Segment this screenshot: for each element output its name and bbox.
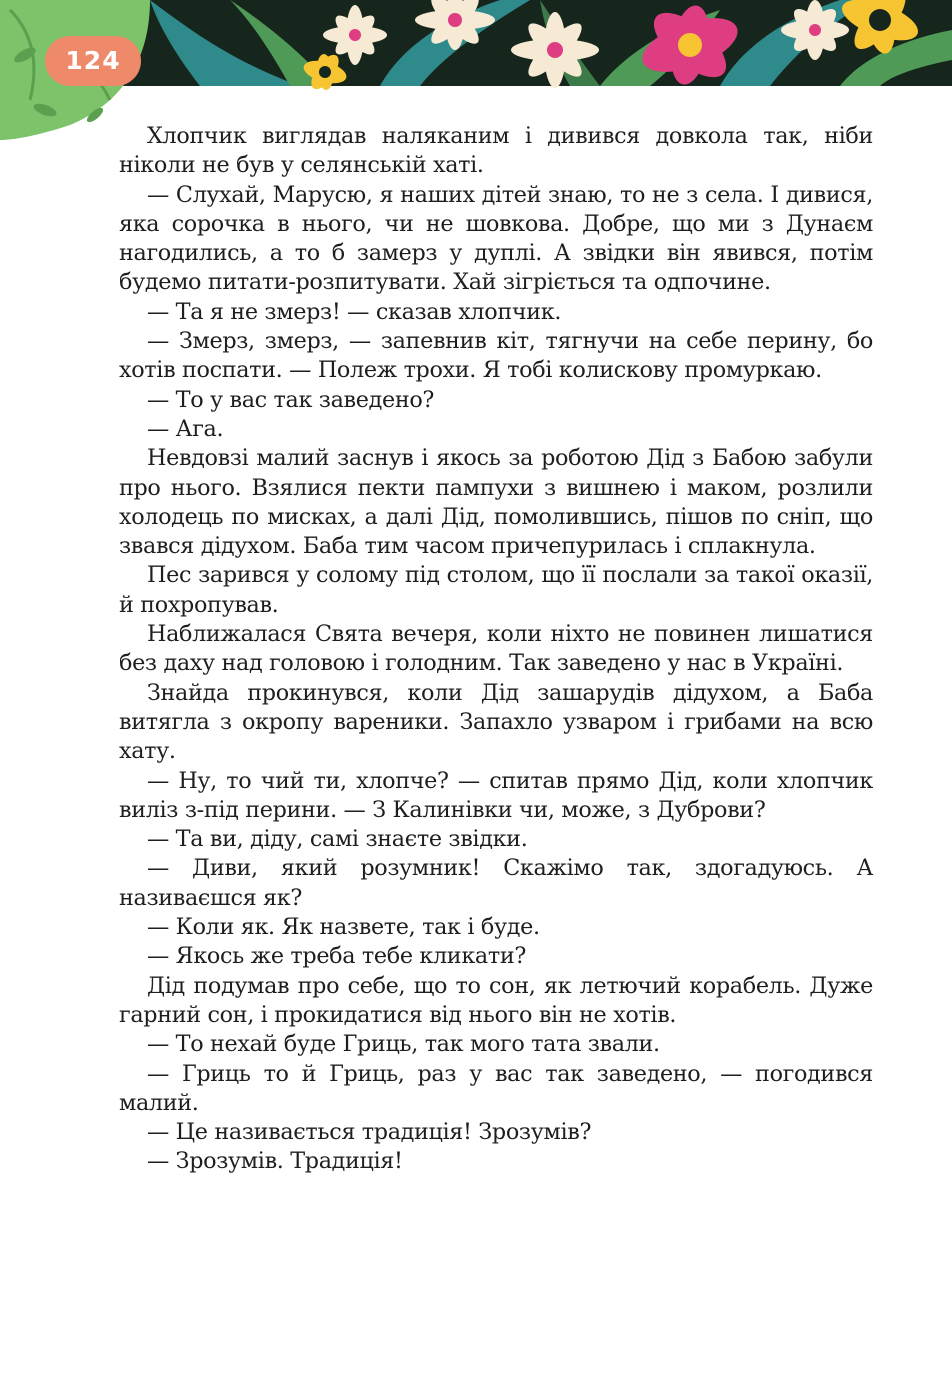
paragraph: — Це називається традиція! Зрозумів? bbox=[147, 1119, 592, 1146]
paragraph: — Та ви, діду, самі знаєте звідки. bbox=[147, 826, 528, 853]
paragraph: — То у вас так заведено? bbox=[147, 386, 435, 413]
paragraph: — Гриць то й Гриць, раз у вас так заведено, — погодився малий. bbox=[119, 1060, 873, 1116]
paragraph: — Диви, який розумник! Скажімо так, здогадуюсь. А називаєшся як? bbox=[119, 855, 873, 911]
paragraph: — Коли як. Як назвете, так і буде. bbox=[147, 914, 540, 941]
paragraph: Хлопчик виглядав наляканим і дивився довкола так, ніби ніколи не був у селянській хаті. bbox=[119, 123, 873, 179]
paragraph: — Слухай, Марусю, я наших дітей знаю, то не з села. І дивися, яка сорочка в нього, чи не шовкова. Добре, що ми з Дунаєм нагодились, а то б замерз у дуплі. А звідки він явився, потім будемо питати-розпитувати. Хай зігріється та одпочине. bbox=[119, 181, 873, 296]
paragraph: Пес зарився у солому під столом, що її послали за такої оказії, й похропував. bbox=[119, 562, 873, 618]
paragraph: — Ага. bbox=[147, 415, 224, 442]
paragraph: Дід подумав про себе, що то сон, як летючий корабель. Дуже гарний сон, і прокидатися від нього він не хотів. bbox=[119, 972, 873, 1028]
header-floral-illustration bbox=[0, 0, 952, 140]
paragraph: — Якось же треба тебе кликати? bbox=[147, 943, 526, 970]
paragraph: — То нехай буде Гриць, так мого тата звали. bbox=[147, 1031, 660, 1058]
paragraph: Наближалася Свята вечеря, коли ніхто не повинен лишатися без даху над головою і голодним. Так заведено у нас в Україні. bbox=[119, 621, 873, 677]
paragraph: — Зрозумів. Традиція! bbox=[147, 1148, 403, 1175]
paragraph: — Та я не змерз! — сказав хлопчик. bbox=[147, 298, 562, 325]
paragraph: — Змерз, змерз, — запевнив кіт, тягнучи на себе перину, бо хотів поспати. — Полеж трохи. Я тобі колискову промуркаю. bbox=[119, 328, 873, 384]
paragraph: Невдовзі малий заснув і якось за роботою Дід з Бабою забули про нього. Взялися пекти пампухи з вишнею і маком, розлили холодець по мисках, а далі Дід, помолившись, пішов по сніп, що звався дідухом. Баба тим часом причепурилась і сплакнула. bbox=[119, 445, 873, 560]
story-text bbox=[119, 122, 873, 1177]
floral-banner-art bbox=[0, 0, 952, 140]
paragraph: — Ну, то чий ти, хлопче? — спитав прямо Дід, коли хлопчик виліз з-під перини. — З Калинівки чи, може, з Дуброви? bbox=[119, 767, 873, 823]
paragraph: Знайда прокинувся, коли Дід зашарудів дідухом, а Баба витягла з окропу вареники. Запахло узваром і грибами на всю хату. bbox=[119, 679, 873, 765]
page-number: 124 bbox=[45, 36, 141, 86]
